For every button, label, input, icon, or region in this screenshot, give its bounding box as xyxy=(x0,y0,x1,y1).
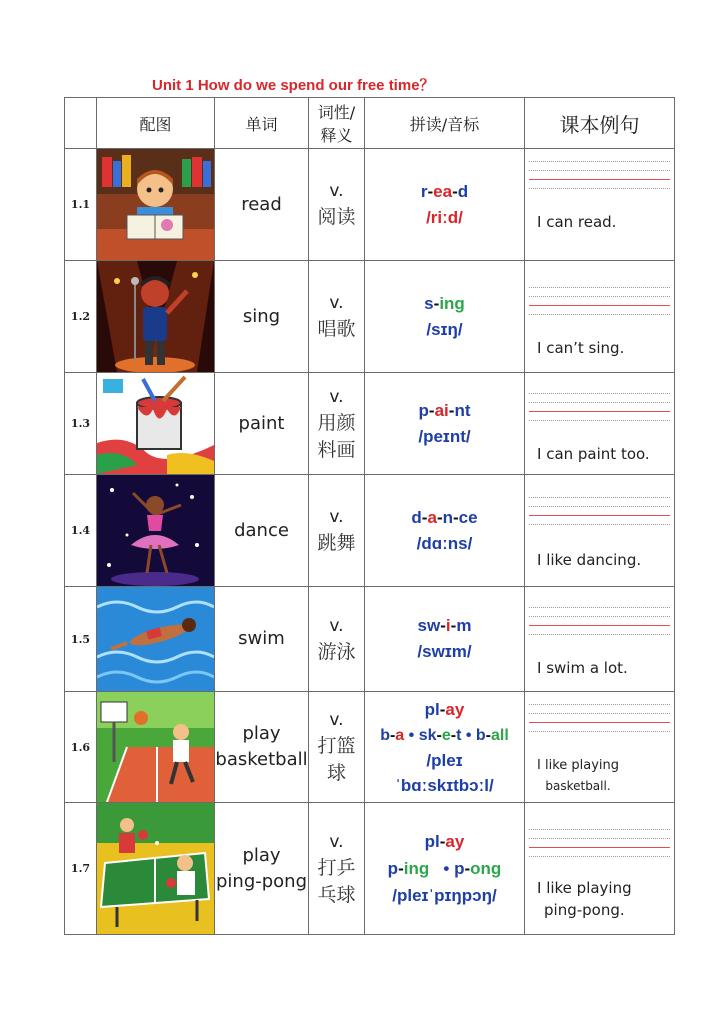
word-sing: sing xyxy=(215,261,309,373)
pos-label: v. xyxy=(329,386,344,407)
boy-reading-image xyxy=(97,149,214,260)
example-sentence: I swim a lot. xyxy=(537,659,628,677)
phonics-dash: - xyxy=(427,181,434,201)
header-pos xyxy=(309,98,365,149)
pos-label: v. xyxy=(329,507,344,527)
phonics-read xyxy=(365,149,525,261)
table-row xyxy=(65,587,675,692)
sentence-line: ping-pong. xyxy=(544,901,625,919)
phonetic-transcription: /swɪm/ xyxy=(417,642,472,661)
phonics-dash: - xyxy=(439,699,446,719)
sing-picture xyxy=(97,261,215,373)
row-number: 1.7 xyxy=(65,803,97,935)
phonics-segment: pl xyxy=(424,832,440,851)
pos-label: v. xyxy=(329,710,344,730)
sentence-cell xyxy=(525,692,675,803)
word-dance: dance xyxy=(215,475,309,587)
pos-label: v. xyxy=(329,615,344,636)
example-sentence: I can read. xyxy=(537,213,617,231)
phonics-segment: p xyxy=(454,859,465,878)
word-paint: paint xyxy=(215,373,309,475)
phonics-segment: ea xyxy=(433,181,453,201)
writing-lines xyxy=(529,829,670,865)
phonics-segment: ong xyxy=(470,859,502,878)
table-row xyxy=(65,803,675,935)
meaning-text: 球 xyxy=(326,762,346,784)
pos-label: v. xyxy=(329,181,344,201)
sentence-line: I like playing xyxy=(537,758,620,773)
page-title: Unit 1 How do we spend our free time？ xyxy=(152,77,435,94)
pos-meaning xyxy=(309,475,365,587)
word-line: basketball xyxy=(215,749,308,770)
phonics-segment: ce xyxy=(458,507,478,527)
row-number: 1.6 xyxy=(65,692,97,803)
basketball-court-image xyxy=(97,692,214,802)
phonics-ping-pong xyxy=(365,803,525,935)
table-row xyxy=(65,373,675,475)
sentence-cell xyxy=(525,475,675,587)
phonics-dance xyxy=(365,475,525,587)
phonics-separator: • xyxy=(461,726,476,744)
pos-meaning xyxy=(309,587,365,692)
writing-lines xyxy=(529,287,670,323)
phonics-segment: n xyxy=(442,507,453,527)
phonics-dash: - xyxy=(436,726,442,744)
phonics-segment: a xyxy=(427,507,437,527)
phonics-segment: sk xyxy=(418,726,437,744)
word-play-ping-pong xyxy=(215,803,309,935)
meaning-text: 唱歌 xyxy=(317,318,356,340)
phonics-segment: ing xyxy=(439,293,465,313)
phonetic-transcription: /peɪnt/ xyxy=(418,426,471,446)
sentence-line: basketball. xyxy=(545,779,611,793)
example-sentence xyxy=(537,877,632,921)
phonics-dash: - xyxy=(436,507,443,527)
swim-picture xyxy=(97,587,215,692)
phonics-segment: all xyxy=(491,726,509,744)
phonics-segment: a xyxy=(395,726,405,744)
writing-lines xyxy=(529,704,670,740)
phonics-dash: - xyxy=(485,726,491,744)
header-sentence: 课本例句 xyxy=(525,98,675,149)
dancer-image xyxy=(97,475,214,586)
meaning-text: 料画 xyxy=(317,438,356,461)
phonics-segment: p xyxy=(418,400,429,420)
phonics-segment: d xyxy=(411,507,422,527)
paint-bucket-image xyxy=(97,373,214,474)
phonics-segment: ing xyxy=(403,859,430,878)
phonics-sing xyxy=(365,261,525,373)
basketball-picture xyxy=(97,692,215,803)
sentence-cell xyxy=(525,803,675,935)
sentence-cell xyxy=(525,587,675,692)
phonics-dash: - xyxy=(398,859,404,878)
example-sentence: I can paint too. xyxy=(537,445,650,463)
phonics-segment: i xyxy=(445,616,451,635)
phonetic-transcription: /pleɪ xyxy=(426,750,463,770)
pos-meaning xyxy=(309,803,365,935)
pos-meaning xyxy=(309,373,365,475)
phonics-basketball xyxy=(365,692,525,803)
phonics-segment: ay xyxy=(445,699,465,719)
phonetic-transcription: /dɑːns/ xyxy=(416,533,473,553)
phonics-segment: ay xyxy=(445,832,465,851)
header-pos-line2: 释义 xyxy=(320,126,353,145)
singer-on-stage-image xyxy=(97,261,214,372)
pos-label: v. xyxy=(329,831,344,852)
phonics-segment: t xyxy=(456,726,462,744)
dance-picture xyxy=(97,475,215,587)
phonetic-transcription: /pleɪˈpɪŋpɔŋ/ xyxy=(392,886,497,905)
pos-label: v. xyxy=(329,293,344,313)
pos-meaning xyxy=(309,261,365,373)
ping-pong-picture xyxy=(97,803,215,935)
row-number: 1.3 xyxy=(65,373,97,475)
phonics-swim xyxy=(365,587,525,692)
row-number: 1.5 xyxy=(65,587,97,692)
table-row xyxy=(65,261,675,373)
phonics-segment: b xyxy=(380,726,390,744)
phonics-segment: d xyxy=(457,181,469,201)
phonics-dash: - xyxy=(450,616,457,635)
meaning-text: 乓球 xyxy=(317,883,356,906)
word-line: ping-pong xyxy=(215,870,308,892)
phonics-segment: pl xyxy=(424,699,440,719)
table-row xyxy=(65,475,675,587)
phonics-segment: nt xyxy=(454,400,471,420)
meaning-text: 用颜 xyxy=(317,411,356,434)
header-pos-line1: 词性/ xyxy=(317,103,356,122)
meaning-text: 打乒 xyxy=(317,856,356,879)
row-number: 1.2 xyxy=(65,261,97,373)
phonics-segment: m xyxy=(456,616,472,635)
phonics-dash: - xyxy=(439,832,446,851)
phonics-dash: - xyxy=(421,507,428,527)
phonics-dash: - xyxy=(433,293,440,313)
writing-lines xyxy=(529,161,670,197)
meaning-text: 游泳 xyxy=(317,640,356,663)
sentence-cell xyxy=(525,149,675,261)
phonics-dash: - xyxy=(428,400,435,420)
writing-lines xyxy=(529,497,670,533)
phonics-separator: • xyxy=(429,859,455,878)
example-sentence xyxy=(537,756,619,797)
meaning-text: 跳舞 xyxy=(317,532,356,554)
phonetic-transcription: /sɪŋ/ xyxy=(426,319,463,339)
phonics-paint xyxy=(365,373,525,475)
phonics-segment: sw xyxy=(417,616,441,635)
pos-meaning xyxy=(309,692,365,803)
phonics-segment: ai xyxy=(434,400,449,420)
phonics-dash: - xyxy=(389,726,396,744)
word-swim: swim xyxy=(215,587,309,692)
header-picture: 配图 xyxy=(97,98,215,149)
phonics-segment: b xyxy=(475,726,486,744)
word-read: read xyxy=(215,149,309,261)
phonics-dash: - xyxy=(448,400,455,420)
ping-pong-game-image xyxy=(97,803,214,934)
writing-lines xyxy=(529,393,670,429)
meaning-text: 打篮 xyxy=(317,735,356,757)
read-picture xyxy=(97,149,215,261)
phonics-separator: • xyxy=(404,726,419,744)
header-num xyxy=(65,98,97,149)
phonetic-transcription: /riːd/ xyxy=(426,207,463,227)
phonics-segment: e xyxy=(441,726,451,744)
writing-lines xyxy=(529,607,670,643)
word-play-basketball xyxy=(215,692,309,803)
header-word: 单词 xyxy=(215,98,309,149)
phonics-segment: r xyxy=(420,181,428,201)
sentence-line: I like playing xyxy=(537,879,632,897)
vocab-table xyxy=(64,97,675,935)
phonics-dash: - xyxy=(450,726,457,744)
meaning-text: 阅读 xyxy=(317,206,356,228)
phonics-dash: - xyxy=(464,859,471,878)
pos-meaning xyxy=(309,149,365,261)
swimmer-image xyxy=(97,587,214,691)
header-phonics: 拼读/音标 xyxy=(365,98,525,149)
phonics-segment: p xyxy=(387,859,399,878)
phonics-dash: - xyxy=(453,507,459,527)
table-row xyxy=(65,692,675,803)
word-line: play xyxy=(242,723,281,744)
phonics-dash: - xyxy=(452,181,458,201)
phonics-dash: - xyxy=(440,616,446,635)
sentence-cell xyxy=(525,261,675,373)
phonetic-transcription: ˈbɑːskɪtbɔːl/ xyxy=(395,775,494,795)
phonics-segment: s xyxy=(424,293,434,313)
header-row xyxy=(65,98,675,149)
row-number: 1.1 xyxy=(65,149,97,261)
sentence-cell xyxy=(525,373,675,475)
example-sentence: I like dancing. xyxy=(537,551,642,569)
word-line: play xyxy=(242,844,281,866)
row-number: 1.4 xyxy=(65,475,97,587)
paint-picture xyxy=(97,373,215,475)
table-row xyxy=(65,149,675,261)
example-sentence: I can’t sing. xyxy=(537,339,625,357)
